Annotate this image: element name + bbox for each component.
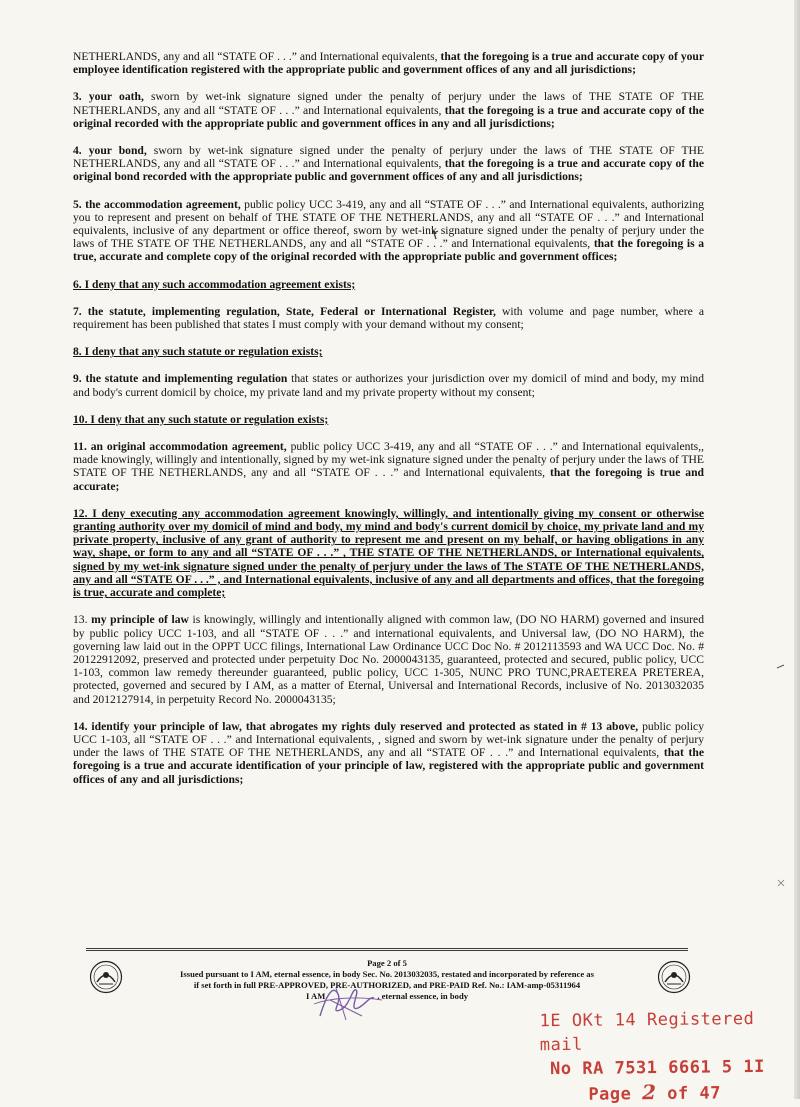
stamp-page-count xyxy=(588,1079,780,1107)
wet-ink-signature xyxy=(300,980,390,1022)
paragraph-heading: my principle of law xyxy=(91,613,189,627)
paragraph-14 xyxy=(73,720,704,786)
denial-text: 12. I deny executing any accommodation agreement knowingly, willingly, and intentionally giving my consent or otherwise granting authority over my domicil of mind and body, my mind and body's current domicil by choice, my private land and my private property, inclusive of any grant of authority to represent me and present on my behalf, or having obligations in any way, shape, or form to any and all “STATE OF . . .” , THE STATE OF THE NETHERLANDS, or International equivalents, signed by my wet-ink signature signed under the penalty of perjury under the laws of The STATE OF THE NETHERLANDS, any and all “STATE OF . . .” , and International equivalents, inclusive of any and all departments and offices, that the foregoing is true, accurate and complete; xyxy=(73,506,704,600)
paragraph-heading: 7. the statute, implementing regulation, State, Federal or International Register, xyxy=(73,304,496,318)
paragraph-11 xyxy=(73,440,704,493)
paragraph-text: public policy UCC 3-419, any and all “STATE OF . . .” and International equivalents, authorizing you to represent and present on behalf of THE STATE OF THE NETHERLANDS, any and all “STATE OF . . .” and International equivalents, inclusive of any department or office thereof, sworn by wet-ink signature signed under the penalty of perjury under the laws of THE STATE OF THE NETHERLANDS, any and all “STATE OF . . .” and International equivalents, xyxy=(73,197,704,251)
stamp-page-prefix: Page xyxy=(588,1084,643,1105)
paragraph-heading: 4. your bond, xyxy=(73,144,147,158)
paragraph-8-denial xyxy=(73,345,704,358)
footer-line-2: if set forth in full PRE-APPROVED, PRE-AUTHORIZED, and PRE-PAID Ref. No.: IAM-amp-05311964 xyxy=(193,980,581,990)
paragraph-heading: 3. your oath, xyxy=(73,90,144,104)
paragraph-bold-text: that the foregoing is a true, accurate and complete copy of the original recorded with the appropriate public and government offices; xyxy=(73,237,704,264)
paragraph-2-continued xyxy=(73,50,704,76)
paragraph-3 xyxy=(73,90,704,130)
margin-mark xyxy=(776,662,786,672)
stamp-page-suffix: of 47 xyxy=(656,1083,722,1105)
stamp-registration-number: No RA 7531 6661 5 1I xyxy=(550,1056,765,1080)
paragraph-bold-text: that the foregoing is true and accurate; xyxy=(73,466,704,493)
paragraph-12-denial xyxy=(73,507,704,599)
paragraph-text: with volume and page number, where a requirement has been published that states I must comply with your demand without my consent; xyxy=(73,304,704,332)
paragraph-heading: 11. an original accommodation agreement, xyxy=(73,440,287,454)
paragraph-bold-text: that the foregoing is a true and accurate copy of the original recorded with the appropriate public and government offices in any and all jurisdictions; xyxy=(73,103,704,130)
pen-tick-mark xyxy=(430,227,440,241)
paragraph-bold-text: that the foregoing is a true and accurate identification of your principle of law, registered with the appropriate public and government offices of any and all jurisdictions; xyxy=(73,746,704,786)
paragraph-heading: 5. the accommodation agreement, xyxy=(73,197,241,211)
margin-mark xyxy=(776,878,786,888)
paragraph-4 xyxy=(73,144,704,184)
footer-line-1: Issued pursuant to I AM, eternal essence, in body Sec. No. 2013032035, restated and incorporated by reference as xyxy=(180,969,594,979)
paragraph-text: that states or authorizes your jurisdiction over my domicil of mind and body, my mind and body's current domicil by choice, my private land and my private property without my consent; xyxy=(73,372,705,399)
footer-iam: I AM xyxy=(305,991,326,1001)
paragraph-6-denial xyxy=(73,278,704,291)
paragraph-text: public policy UCC 3-419, any and all “STATE OF . . .” and International equivalents,, made knowingly, willingly and intentionally, signed by my wet-ink signature signed under the penalty of perjury under the laws of THE STATE OF THE NETHERLANDS, any and all “STATE OF . . .” and International equivalents, xyxy=(73,440,704,480)
paragraph-bold-text: that the foregoing is a true and accurate copy of the original bond recorded with the appropriate public and government offices of any and all jurisdictions; xyxy=(73,157,704,184)
denial-text: 10. I deny that any such statute or regulation exists; xyxy=(73,412,329,426)
paragraph-text: public policy UCC 1-103, all “STATE OF . . .” and International equivalents, , signed and sworn by wet-ink signature under the penalty of perjury under the laws of THE STATE OF THE NETHERLANDS, any and all “STATE OF . . .” and International equivalents, xyxy=(73,719,704,760)
paragraph-13 xyxy=(73,613,704,705)
paragraph-number: 13. xyxy=(73,613,92,627)
paragraph-7 xyxy=(73,305,704,331)
stamp-registered-mail: 1E OKt 14 Registered mail xyxy=(539,1009,755,1056)
footer-divider xyxy=(86,948,688,951)
paragraph-text: NETHERLANDS, any and all “STATE OF . . .” and International equivalents, xyxy=(73,50,441,63)
page-edge-shadow xyxy=(794,0,800,1099)
paragraph-text: is knowingly, willingly and intentionally aligned with common law, (DO NO HARM) governed and insured by public policy UCC 1-103, and all “STATE OF . . .” and international equivalents, and Universal law, (DO NO HARM), the governing law laid out in the OPPT UCC filings, International Law Ordinance UCC Doc No. # 2012113593 and WA UCC Doc. No. # 20122912092, preserved and protected under perpetuity Doc No. 2000043135, guaranteed, protected and secured, public policy, UCC 1-103, common law remedy thereunder guaranteed, public policy, UCC 1-305, NUNC PRO TUNC,PRAETEREA PRETEREA, protected, governed and secured by I AM, as a matter of Eternal, Universal and International Records, inclusive of No. 2013032035 and 2012127914, in perpetuity Record No. 2000043135; xyxy=(73,613,704,706)
paragraph-text: sworn by wet-ink signature signed under the penalty of perjury under the laws of THE STATE OF THE NETHERLANDS, any and all “STATE OF . . .” and International equivalents, xyxy=(73,144,705,171)
paragraph-heading: 9. the statute and implementing regulation xyxy=(73,372,288,386)
registered-mail-stamp xyxy=(539,1007,780,1107)
paragraph-9 xyxy=(73,372,704,398)
paragraph-10-denial xyxy=(73,413,704,426)
denial-text: 6. I deny that any such accommodation agreement exists; xyxy=(73,277,356,291)
stamp-handwritten-page: 2 xyxy=(641,1080,657,1105)
page-number: Page 2 of 5 xyxy=(367,958,407,968)
paragraph-5 xyxy=(73,198,704,264)
footer-essence: , eternal essence, in body xyxy=(377,991,469,1001)
document-body xyxy=(73,50,704,800)
paragraph-heading: 14. identify your principle of law, that abrogates my rights duly reserved and protected as stated in # 13 above, xyxy=(73,719,639,733)
denial-text: 8. I deny that any such statute or regulation exists; xyxy=(73,345,323,359)
paragraph-bold-text: that the foregoing is a true and accurate copy of your employee identification registered with the appropriate public and government offices of any and all jurisdictions; xyxy=(73,50,705,77)
paragraph-text: sworn by wet-ink signature signed under the penalty of perjury under the laws of THE STATE OF THE NETHERLANDS, any and all “STATE OF . . .” and International equivalents, xyxy=(73,90,704,117)
